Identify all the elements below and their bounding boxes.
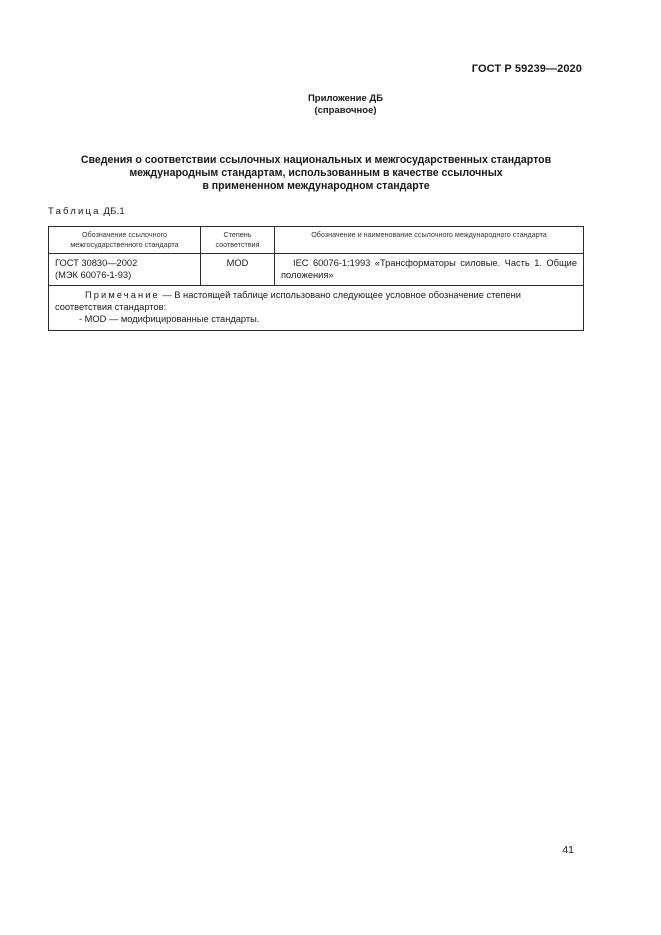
section-title-line: Сведения о соответствии ссылочных национальных и межгосударственных стандартов bbox=[80, 154, 552, 166]
section-title bbox=[48, 154, 584, 193]
table-caption-word: Таблица bbox=[48, 206, 101, 217]
column-header: Обозначение и наименование ссылочного международного стандарта bbox=[275, 227, 584, 254]
column-header: Степень соответствия bbox=[201, 227, 275, 254]
international-standard-cell: IEC 60076-1:1993 «Трансформаторы силовые. Часть 1. Общие положения» bbox=[275, 254, 584, 286]
section-title-line: в примененном международном стандарте bbox=[202, 180, 430, 192]
national-standard-cell bbox=[49, 254, 201, 286]
iec-equivalent-code: (МЭК 60076-1-93) bbox=[55, 270, 132, 280]
document-code: ГОСТ Р 59239—2020 bbox=[471, 63, 582, 75]
national-standard-code: ГОСТ 30830—2002 bbox=[55, 258, 138, 268]
appendix-title: Приложение ДБ bbox=[307, 93, 384, 104]
appendix-subtitle: (справочное) bbox=[314, 105, 377, 116]
note-label: Примечание bbox=[85, 290, 160, 300]
table-note-row bbox=[49, 286, 584, 331]
appendix-heading bbox=[0, 93, 661, 117]
column-header: Обозначение ссылочного межгосударственного стандарта bbox=[49, 227, 201, 254]
table-caption-number: ДБ.1 bbox=[103, 206, 125, 217]
note-body: — В настоящей таблице использовано следующее условное обозначение степени соответствия стандартов: bbox=[55, 290, 521, 312]
note-text bbox=[55, 289, 577, 313]
table-note bbox=[49, 286, 584, 331]
correspondence-table bbox=[48, 226, 584, 331]
table-header-row bbox=[49, 227, 584, 254]
table-caption bbox=[48, 206, 125, 217]
section-title-line: международным стандартам, использованным в качестве ссылочных bbox=[129, 167, 503, 179]
note-item: - MOD — модифицированные стандарты. bbox=[79, 314, 260, 324]
degree-cell: MOD bbox=[201, 254, 275, 286]
page-number: 41 bbox=[562, 844, 574, 856]
table-row bbox=[49, 254, 584, 286]
